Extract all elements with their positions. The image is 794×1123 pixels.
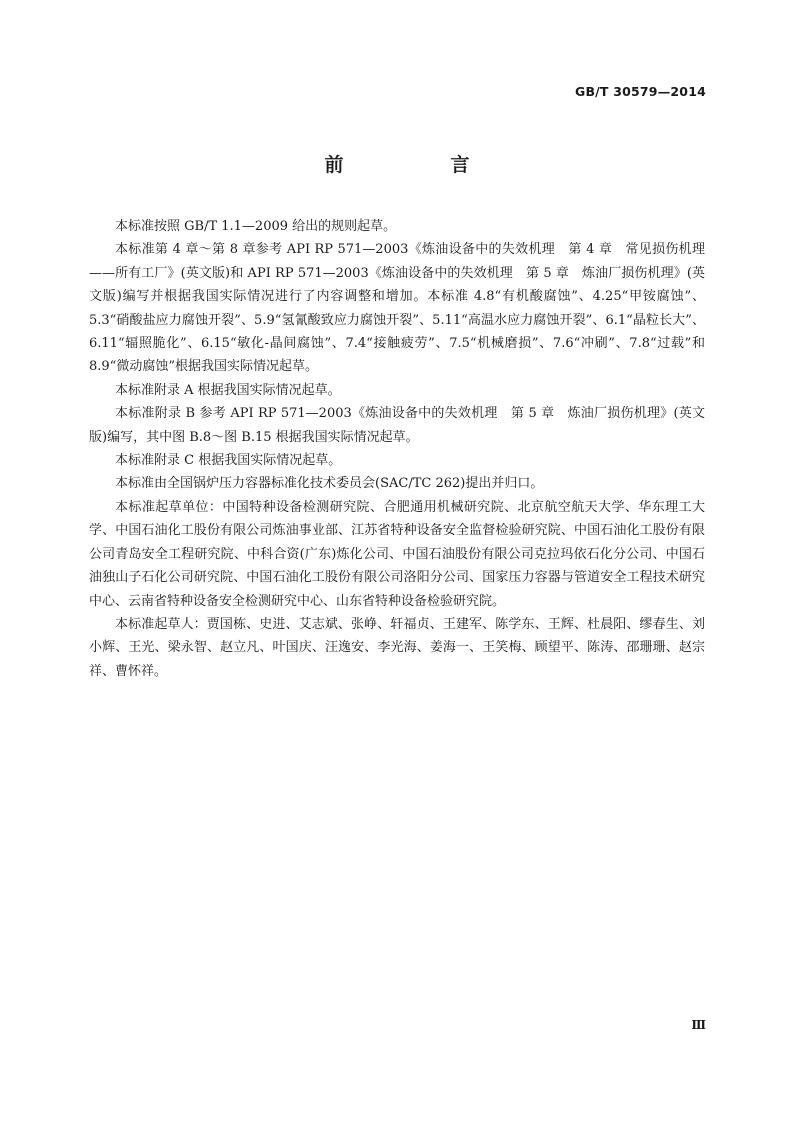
paragraph-drafters: 本标准起草人：贾国栋、史进、艾志斌、张峥、轩福贞、王建军、陈学东、王辉、杜晨阳、缪春生、刘小辉、王光、梁永智、赵立凡、叶国庆、汪逸安、李光海、姜海一、王笑梅、顾望平、陈涛、邵珊珊、赵宗祥、曹怀祥。 xyxy=(89,616,705,679)
standard-code: GB/T 30579—2014 xyxy=(574,84,706,99)
paragraph-drafting-units: 本标准起草单位：中国特种设备检测研究院、合肥通用机械研究院、北京航空航天大学、华东理工大学、中国石油化工股份有限公司炼油事业部、江苏省特种设备安全监督检验研究院、中国石油化工股份有限公司青岛安全工程研究院、中科合资(广东)炼化公司、中国石油股份有限公司克拉玛依石化分公司、中国石油独山子石化公司研究院、中国石油化工股份有限公司洛阳分公司、国家压力容器与管道安全工程技术研究中心、云南省特种设备安全检测研究中心、山东省特种设备检验研究院。 xyxy=(89,499,705,609)
page-number: Ⅲ xyxy=(691,1018,706,1032)
paragraph-drafting-rules: 本标准按照 GB/T 1.1—2009 给出的规则起草。 xyxy=(115,219,397,234)
paragraph-annex-b: 本标准附录 B 参考 API RP 571—2003《炼油设备中的失效机理 第 5 章 炼油厂损伤机理》(英文版)编写，其中图 B.8～图 B.15 根据我国实际情况起草。 xyxy=(89,406,705,445)
paragraph-committee: 本标准由全国锅炉压力容器标准化技术委员会(SAC/TC 262)提出并归口。 xyxy=(115,476,544,492)
page-title: 前 言 xyxy=(324,154,514,176)
paragraph-annex-a: 本标准附录 A 根据我国实际情况起草。 xyxy=(115,382,341,398)
paragraph-annex-c: 本标准附录 C 根据我国实际情况起草。 xyxy=(115,453,342,469)
document-body xyxy=(89,215,705,683)
paragraph-references: 本标准第 4 章～第 8 章参考 API RP 571—2003《炼油设备中的失效机理 第 4 章 常见损伤机理——所有工厂》(英文版)和 API RP 571—2003《炼油设备中的失效机理 第 5 章 炼油厂损伤机理》(英文版)编写并根据我国实际情况进行了内容调整和增加。本标准 4.8“有机酸腐蚀”、4.25“甲铵腐蚀”、5.3“硝酸盐应力腐蚀开裂”、5.9“氢氰酸致应力腐蚀开裂”、5.11“高温水应力腐蚀开裂”、6.1“晶粒长大”、6.11“辐照脆化”、6.15“敏化-晶间腐蚀”、7.4“接触疲劳”、7.5“机械磨损”、7.6“冲刷”、7.8“过载”和 8.9“微动腐蚀”根据我国实际情况起草。 xyxy=(89,242,705,375)
